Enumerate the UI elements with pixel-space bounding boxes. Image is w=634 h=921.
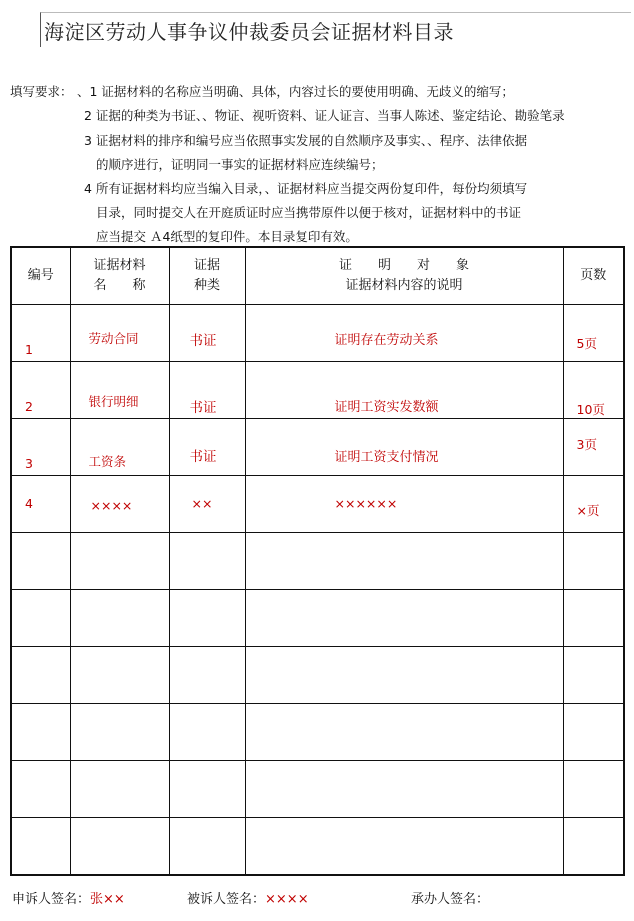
table-row bbox=[11, 362, 624, 419]
empty-row bbox=[11, 590, 624, 647]
header-pages: 页数 bbox=[563, 247, 624, 305]
row-type: ×× bbox=[191, 496, 213, 511]
requirement-line-1: 、1 证据材料的名称应当明确、具体，内容过长的要使用明确、无歧义的缩写； bbox=[77, 84, 514, 99]
row-number: 2 bbox=[25, 399, 33, 414]
row-number: 1 bbox=[25, 342, 33, 357]
page-title: 海淀区劳动人事争议仲裁委员会证据材料目录 bbox=[44, 20, 454, 44]
evidence-table bbox=[10, 246, 625, 876]
empty-row bbox=[11, 818, 624, 876]
row-pages: ×页 bbox=[576, 503, 600, 518]
row-pages: 5页 bbox=[576, 336, 597, 351]
requirement-line-2: 2 证据的种类为书证、、物证、视听资料、证人证言、当事人陈述、鉴定结论、勘验笔录 bbox=[84, 108, 565, 123]
respondent-signature-label: 被诉人签名： bbox=[187, 892, 266, 907]
requirement-line-7: 应当提交 Ａ4纸型的复印件。本目录复印有效。 bbox=[96, 229, 358, 244]
requirements-label: 填写要求： bbox=[10, 84, 73, 99]
header-number: 编号 bbox=[11, 247, 70, 305]
respondent-signature bbox=[187, 888, 309, 907]
header-name: 证据材料 名 称 bbox=[70, 247, 169, 305]
row-pages: 10页 bbox=[576, 402, 605, 417]
table-row bbox=[11, 305, 624, 362]
row-pages: 3页 bbox=[576, 437, 597, 452]
header-description: 证 明 对 象 证据材料内容的说明 bbox=[245, 247, 563, 305]
row-type: 书证 bbox=[189, 449, 217, 465]
requirement-line-6: 目录，同时提交人在开庭质证时应当携带原件以便于核对，证据材料中的书证 bbox=[96, 205, 522, 220]
empty-row bbox=[11, 704, 624, 761]
header-type: 证据 种类 bbox=[169, 247, 245, 305]
table-header-row bbox=[11, 247, 624, 305]
requirement-line-4: 的顺序进行，证明同一事实的证据材料应连续编号； bbox=[96, 157, 384, 172]
applicant-signature-value: 张×× bbox=[90, 892, 125, 907]
requirement-line-5: 4 所有证据材料均应当编入目录，、证据材料应当提交两份复印件，每份均须填写 bbox=[84, 181, 528, 196]
row-type: 书证 bbox=[189, 333, 217, 349]
applicant-signature bbox=[12, 888, 125, 907]
empty-row bbox=[11, 647, 624, 704]
respondent-signature-value: ×××× bbox=[265, 892, 309, 907]
row-description: 证明工资实发数额 bbox=[334, 400, 439, 415]
row-name: ×××× bbox=[90, 498, 133, 513]
row-name: 银行明细 bbox=[88, 394, 139, 409]
empty-row bbox=[11, 761, 624, 818]
handler-signature bbox=[411, 888, 489, 907]
empty-row bbox=[11, 533, 624, 590]
applicant-signature-label: 申诉人签名： bbox=[12, 892, 91, 907]
row-description: 证明存在劳动关系 bbox=[334, 333, 439, 348]
requirement-line-3: 3 证据材料的排序和编号应当依照事实发展的自然顺序及事实、、程序、法律依据 bbox=[84, 133, 528, 148]
row-name: 工资条 bbox=[88, 454, 127, 469]
row-number: 3 bbox=[25, 456, 33, 471]
handler-signature-label: 承办人签名： bbox=[411, 892, 490, 907]
row-type: 书证 bbox=[189, 400, 217, 416]
row-description: ×××××× bbox=[334, 496, 398, 511]
table-row bbox=[11, 476, 624, 533]
row-description: 证明工资支付情况 bbox=[334, 450, 439, 465]
row-name: 劳动合同 bbox=[88, 331, 139, 346]
table-row bbox=[11, 419, 624, 476]
row-number: 4 bbox=[25, 496, 33, 511]
